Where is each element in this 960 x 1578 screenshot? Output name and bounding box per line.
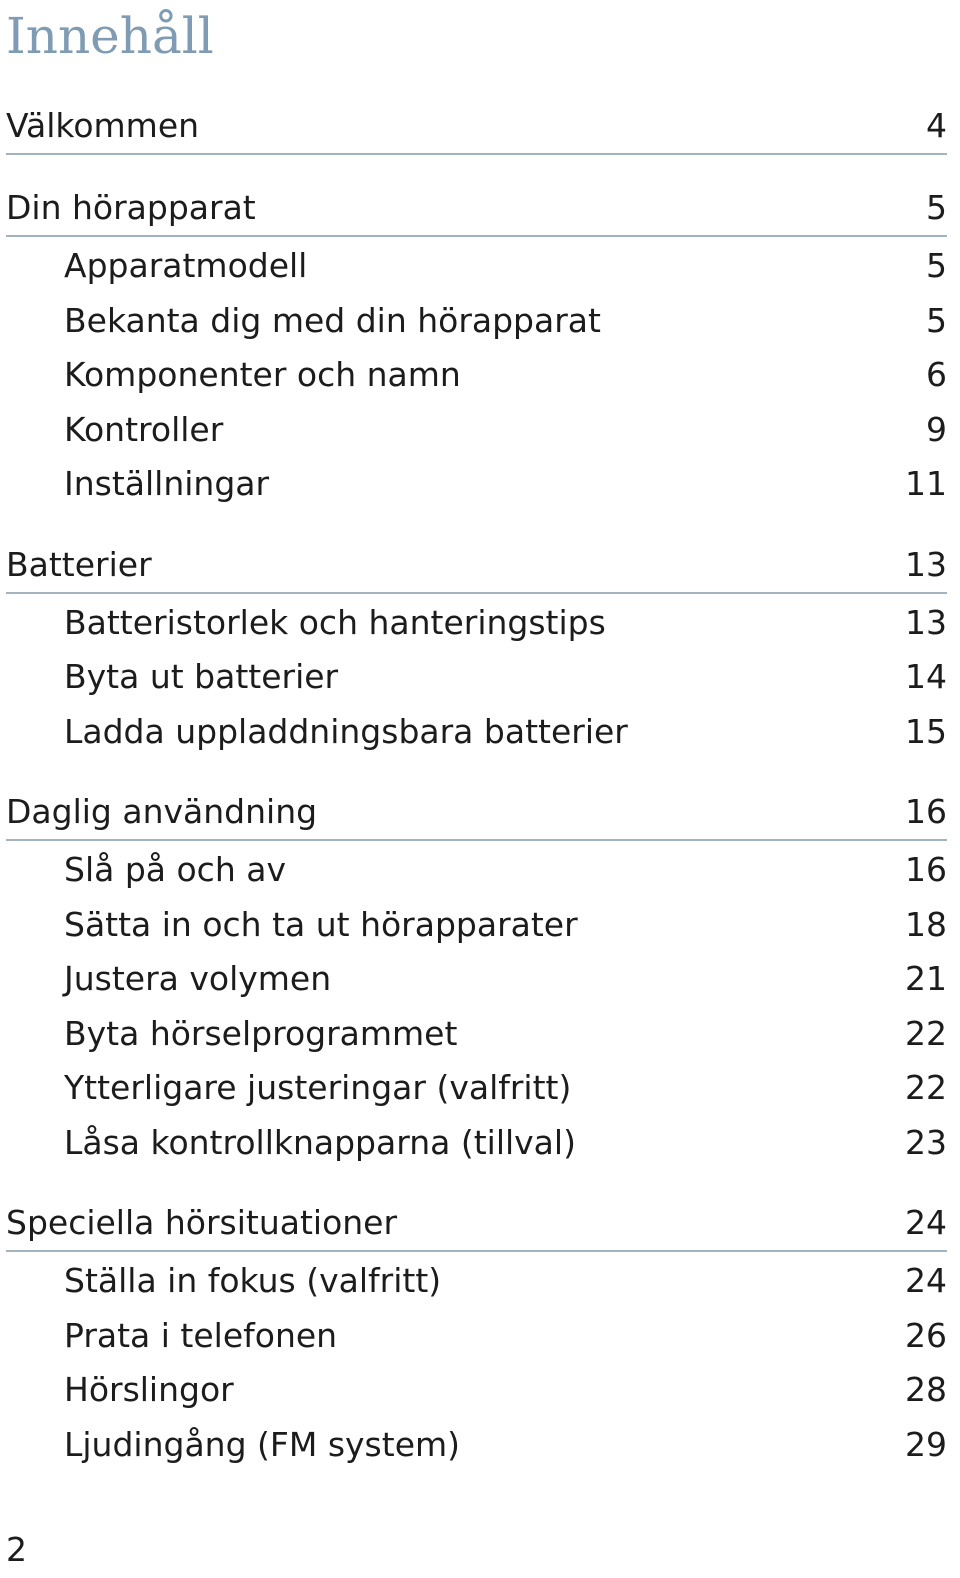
toc-page-number: 5 xyxy=(926,300,947,340)
toc-entry[interactable] xyxy=(6,1418,947,1473)
toc-page-number: 28 xyxy=(905,1370,947,1409)
page-title: Innehåll xyxy=(6,7,214,65)
toc-entry-label: Slå på och av xyxy=(64,850,286,889)
toc-entry[interactable] xyxy=(6,596,947,651)
toc-entry-label: Ljudingång (FM system) xyxy=(64,1424,461,1464)
toc-entry-label: Låsa kontrollknapparna (tillval) xyxy=(64,1122,576,1162)
toc-page-number: 11 xyxy=(905,464,947,503)
table-of-contents xyxy=(6,99,947,1498)
toc-entry-label: Ytterligare justeringar (valfritt) xyxy=(64,1068,572,1107)
toc-section xyxy=(6,181,947,512)
toc-entry[interactable] xyxy=(6,294,947,349)
toc-entry[interactable] xyxy=(6,457,947,512)
toc-section-title: Din hörapparat xyxy=(6,188,256,227)
toc-entry-label: Inställningar xyxy=(64,464,270,503)
toc-section-title: Daglig användning xyxy=(6,792,318,831)
toc-entry[interactable] xyxy=(6,705,947,760)
toc-page-number: 4 xyxy=(926,106,947,145)
toc-page-number: 13 xyxy=(905,544,947,584)
toc-section xyxy=(6,99,947,155)
toc-entry-label: Batteristorlek och hanteringstips xyxy=(64,602,606,642)
toc-section-heading[interactable] xyxy=(6,785,947,841)
toc-page-number: 13 xyxy=(905,602,947,642)
toc-entry[interactable] xyxy=(6,843,947,898)
toc-entry-label: Ladda uppladdningsbara batterier xyxy=(64,711,628,751)
toc-section xyxy=(6,538,947,760)
toc-page-number: 21 xyxy=(905,959,947,998)
toc-entry[interactable] xyxy=(6,1309,947,1364)
toc-page-number: 24 xyxy=(905,1261,947,1300)
toc-page-number: 22 xyxy=(905,1068,947,1107)
toc-section-heading[interactable] xyxy=(6,99,947,155)
toc-entry-label: Kontroller xyxy=(64,409,224,449)
toc-entry-label: Byta hörselprogrammet xyxy=(64,1013,458,1053)
toc-entry[interactable] xyxy=(6,1363,947,1418)
toc-entry[interactable] xyxy=(6,1061,947,1116)
toc-entry-label: Hörslingor xyxy=(64,1370,234,1409)
toc-page-number: 29 xyxy=(905,1424,947,1464)
toc-entry-label: Prata i telefonen xyxy=(64,1315,338,1355)
toc-section-heading[interactable] xyxy=(6,538,947,594)
toc-page-number: 5 xyxy=(926,246,947,285)
toc-entry-label: Sätta in och ta ut hörapparater xyxy=(64,904,578,944)
toc-section xyxy=(6,785,947,1170)
toc-section-title: Batterier xyxy=(6,544,152,584)
toc-page-number: 26 xyxy=(905,1315,947,1355)
toc-entry[interactable] xyxy=(6,1254,947,1309)
toc-section-title: Välkommen xyxy=(6,106,200,145)
page-number: 2 xyxy=(6,1530,27,1569)
toc-entry[interactable] xyxy=(6,1007,947,1062)
toc-entry-label: Komponenter och namn xyxy=(64,355,461,394)
toc-entry-label: Justera volymen xyxy=(64,959,332,998)
toc-page-number: 6 xyxy=(926,355,947,394)
toc-page-number: 18 xyxy=(905,904,947,944)
toc-page-number: 16 xyxy=(905,850,947,889)
toc-page-number: 5 xyxy=(926,188,947,227)
toc-page-number: 22 xyxy=(905,1013,947,1053)
toc-section xyxy=(6,1196,947,1472)
toc-entry-label: Byta ut batterier xyxy=(64,657,339,696)
toc-entry-label: Ställa in fokus (valfritt) xyxy=(64,1261,442,1300)
toc-section-heading[interactable] xyxy=(6,181,947,237)
toc-page-number: 14 xyxy=(905,657,947,696)
toc-entry[interactable] xyxy=(6,898,947,953)
toc-entry-label: Bekanta dig med din hörapparat xyxy=(64,300,601,340)
toc-section-title: Speciella hörsituationer xyxy=(6,1203,398,1242)
toc-page-number: 9 xyxy=(926,409,947,449)
toc-page-number: 16 xyxy=(905,792,947,831)
toc-page-number: 24 xyxy=(905,1203,947,1242)
toc-entry[interactable] xyxy=(6,239,947,294)
toc-page-number: 23 xyxy=(905,1122,947,1162)
toc-section-heading[interactable] xyxy=(6,1196,947,1252)
toc-entry[interactable] xyxy=(6,1116,947,1171)
toc-entry[interactable] xyxy=(6,348,947,403)
toc-page-number: 15 xyxy=(905,711,947,751)
toc-entry[interactable] xyxy=(6,952,947,1007)
toc-entry[interactable] xyxy=(6,403,947,458)
toc-entry-label: Apparatmodell xyxy=(64,246,308,285)
toc-entry[interactable] xyxy=(6,650,947,705)
